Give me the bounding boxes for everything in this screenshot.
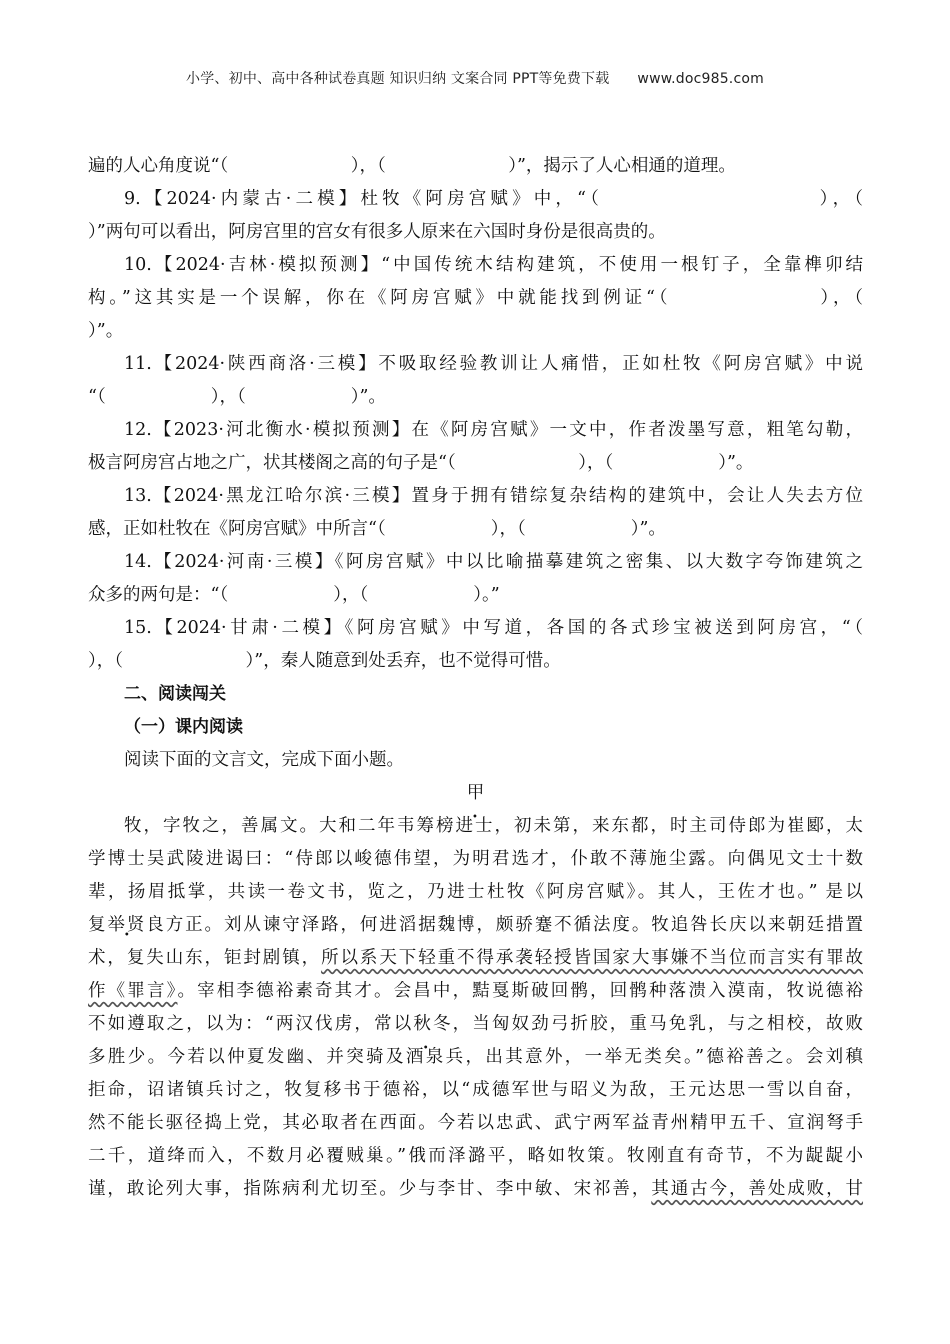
emphasis-text: 复举贤良 <box>88 915 166 935</box>
text-line: 遍的人心角度说“（ ），（ ）”，揭示了人心相通的道理。 <box>88 156 736 176</box>
passage-line <box>88 909 863 942</box>
question-11-line-1: 11.【2024·陕西商洛·三模】不吸取经验教训让人痛惜，正如杜牧《阿房宫赋》中说 <box>124 354 863 374</box>
passage-line: 辈，扬眉抵掌，共读一卷文书，览之，乃进士杜牧《阿房宫赋》。其人，王佐才也。” 是以 <box>88 882 863 902</box>
underlined-sentence: 其通古今，善处成败，甘 <box>651 1179 864 1199</box>
question-12-line-2: 极言阿房宫占地之广，状其楼阁之高的句子是“（ ），（ ）”。 <box>88 453 754 473</box>
passage-text: 兵，出其意外，一举无类矣。”德裕善之。会刘稹 <box>445 1047 864 1067</box>
question-15-line-2: ），（ ）”，秦人随意到处丢弃，也不觉得可惜。 <box>88 651 561 671</box>
question-15-line-1: 15.【2024·甘肃·二模】《阿房宫赋》中写道，各国的各式珍宝被送到阿房宫，“（ <box>124 618 863 638</box>
question-10-line-2: 构。”这其实是一个误解，你在《阿房宫赋》中就能找到例证“（ ），（ <box>88 288 863 308</box>
question-12-line-1: 12.【2023·河北衡水·模拟预测】在《阿房宫赋》一文中，作者泼墨写意，粗笔勾勒， <box>124 420 863 440</box>
emphasis-text: 酒泉 <box>405 1047 446 1067</box>
question-13-line-2: 感，正如杜牧在《阿房宫赋》中所言“（ ），（ ）”。 <box>88 519 666 539</box>
passage-line <box>88 810 863 843</box>
underlined-sentence: 所以系天下轻重不得承袭轻授皆国家大事嫌不当位而言实有罪故 <box>321 948 863 968</box>
passage-line <box>88 1041 863 1074</box>
passage-line <box>88 975 863 1008</box>
subsection-heading: （一）课内阅读 <box>124 717 243 737</box>
passage-text: 多胜少。今若以仲夏发幽、并突骑及 <box>88 1047 406 1067</box>
passage-line <box>88 1173 863 1206</box>
passage-line: 不如遵取之，以为：“两汉伐虏，常以秋冬，当匈奴劲弓折胶，重马免乳，与之相校，故败 <box>88 1014 863 1034</box>
passage-label: 甲 <box>466 783 485 803</box>
passage-text: 谨，敢论列大事，指陈病利尤切至。少与李甘、李中敏、宋祁善， <box>88 1179 652 1199</box>
passage-line: 二千，道绛而入，不数月必覆贼巢。”俄而泽潞平，略如牧策。牧刚直有奇节，不为龊龊小 <box>88 1146 863 1166</box>
instructions: 阅读下面的文言文，完成下面小题。 <box>124 750 404 770</box>
passage-line: 学博士吴武陵进谒曰：“侍郎以峻德伟望，为明君选才，仆敢不薄施尘露。向偶见文士十数 <box>88 849 863 869</box>
question-9-line-2: ）”两句可以看出，阿房宫里的宫女有很多人原来在六国时身份是很高贵的。 <box>88 222 666 242</box>
passage-line: 然不能长驱径捣上党，其必取者在西面。今若以忠武、武宁两军益青州精甲五千、宣润弩手 <box>88 1113 863 1133</box>
emphasis-text: 进士 <box>455 816 495 836</box>
passage-text: 牧，字牧之，善属文。大和二年韦筹榜 <box>124 816 456 836</box>
section-heading: 二、阅读闯关 <box>124 684 226 704</box>
question-14-line-2: 众多的两句是：“（ ），（ ）。” <box>88 585 500 605</box>
header-text: 小学、初中、高中各种试卷真题 知识归纳 文案合同 PPT等免费下载 <box>186 71 610 87</box>
question-10-line-1: 10.【2024·吉林·模拟预测】“中国传统木结构建筑，不使用一根钉子，全靠榫卯结 <box>124 255 863 275</box>
passage-text: ，初未第，来东都，时主司侍郎为崔郾，太 <box>494 816 863 836</box>
passage-text: 术，复失山东，钜封剧镇， <box>88 948 322 968</box>
underlined-sentence: 作《罪言》 <box>88 981 178 1001</box>
passage-line: 拒命，诏诸镇兵讨之，牧复移书于德裕，以“成德军世与昭义为敌，王元达思一雪以自奋， <box>88 1080 863 1100</box>
passage-text: 方正。刘从谏守泽路，何进滔据魏博，颇骄蹇不循法度。牧追咎长庆以来朝廷措置 <box>165 915 864 935</box>
passage-line <box>88 942 863 975</box>
question-13-line-1: 13.【2024·黑龙江哈尔滨·三模】置身于拥有错综复杂结构的建筑中，会让人失去方位 <box>124 486 863 506</box>
passage-text: 。宰相李德裕素奇其才。会昌中，黠戛斯破回鹘，回鹘种落溃入漠南，牧说德裕 <box>177 981 864 1001</box>
document-body <box>88 150 863 1206</box>
question-11-line-2: “（ ），（ ）”。 <box>88 387 386 407</box>
question-14-line-1: 14.【2024·河南·三模】《阿房宫赋》中以比喻描摹建筑之密集、以大数字夸饰建筑之 <box>124 552 863 572</box>
header-site: www.doc985.com <box>637 71 764 87</box>
question-9-line-1: 9.【2024·内蒙古·二模】杜牧《阿房宫赋》中，“（ ），（ <box>124 189 863 209</box>
page-header <box>0 68 950 88</box>
question-10-line-3: ）”。 <box>88 321 124 341</box>
